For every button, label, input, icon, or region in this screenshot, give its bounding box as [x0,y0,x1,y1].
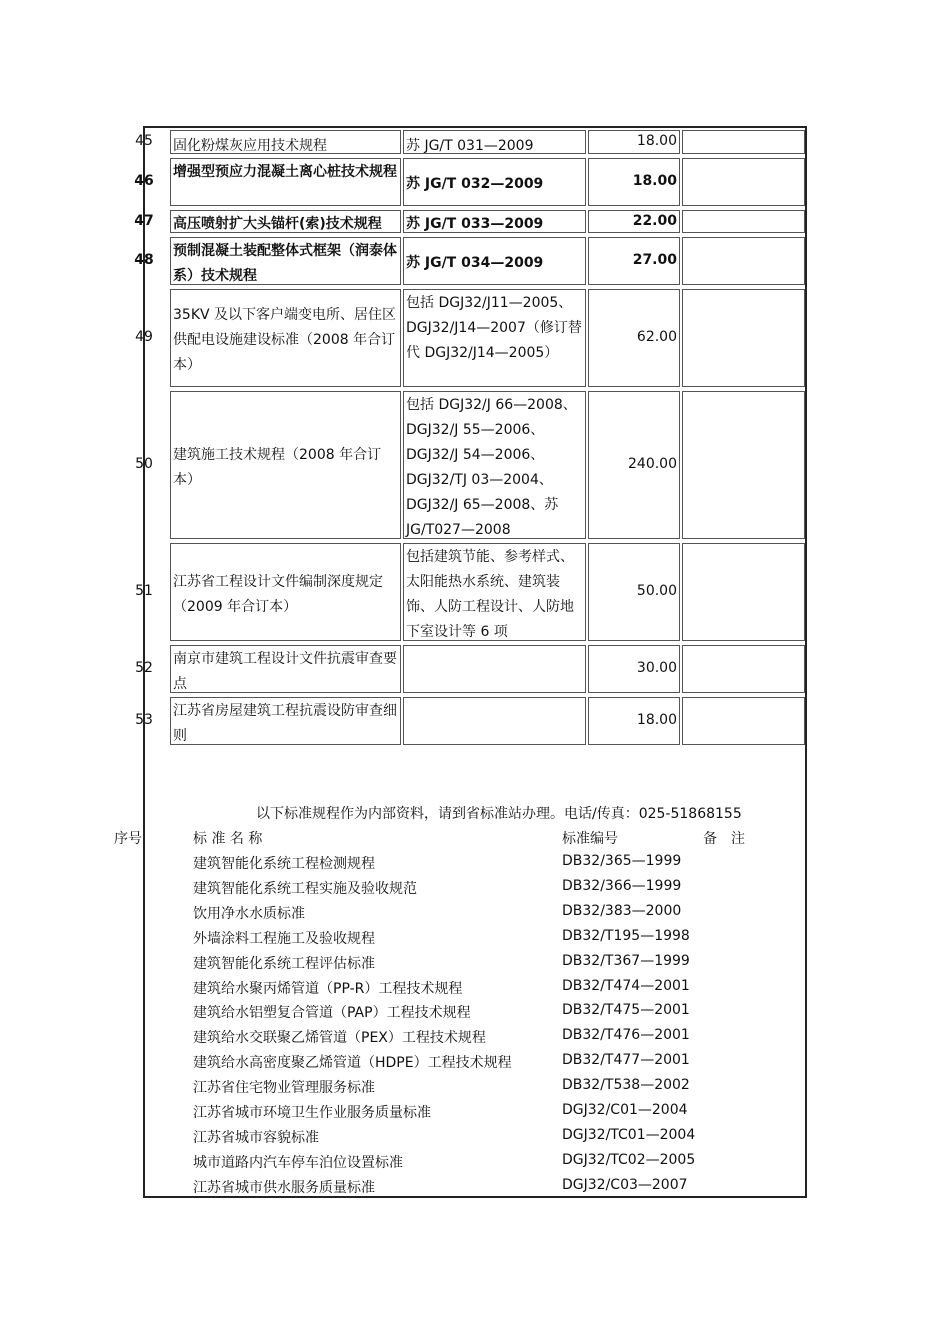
price-cell [588,391,680,539]
code-cell [403,697,586,745]
list-item-code: DGJ32/C01—2004 [562,1102,688,1118]
row-number: 49 [135,329,153,345]
list-item-code: DB32/T476—2001 [562,1027,690,1044]
code-cell [403,237,586,285]
list-item-code: DB32/366—1999 [562,877,682,894]
standard-name: 江苏省工程设计文件编制深度规定（2009 年合订本） [173,574,383,615]
price-value: 240.00 [628,456,677,472]
standard-name: 35KV 及以下客户端变电所、居住区供配电设施建设标准（2008 年合订本） [173,307,397,373]
price-cell [588,289,680,387]
price-value: 30.00 [636,660,677,676]
header-note: 备 注 [703,831,745,847]
code-cell [403,289,586,387]
name-cell [170,391,401,539]
table-row [134,235,807,287]
note-cell [682,697,805,745]
price-cell [588,130,680,154]
code-cell [403,210,586,233]
list-item-code: DB32/T538—2002 [562,1077,690,1094]
price-value: 27.00 [632,252,677,268]
header-seq: 序号 [114,831,142,847]
note-cell [682,158,805,206]
notice-text: 以下标准规程作为内部资料，请到省标准站办理。电话/传真：025-51868155 [256,806,742,822]
row-number: 53 [135,712,153,728]
price-cell [588,210,680,233]
standard-name: 固化粉煤灰应用技术规程 [173,138,327,154]
list-item-name: 建筑智能化系统工程检测规程 [193,856,375,872]
name-cell [170,543,401,641]
list-item-code: DGJ32/C03—2007 [562,1176,688,1193]
code-cell [403,543,586,641]
note-cell [682,391,805,539]
list-item-name: 建筑给水高密度聚乙烯管道（HDPE）工程技术规程 [193,1055,512,1072]
standard-code: 苏 JG/T 034—2009 [406,255,544,271]
note-cell [682,289,805,387]
standard-code: 包括 DGJ32/J 66—2008、DGJ32/J 55—2006、DGJ32/J 54—2006、DGJ32/TJ 03—2004、DGJ32/J 65—2008、苏 JG/T027—2008 [406,397,577,538]
row-number: 48 [134,252,154,268]
note-cell [682,130,805,154]
price-cell [588,158,680,206]
name-cell [170,210,401,233]
list-item-code: DB32/T474—2001 [562,977,690,994]
row-number: 47 [134,212,154,229]
standard-name: 建筑施工技术规程（2008 年合订本） [173,447,382,488]
price-cell [588,645,680,693]
note-cell [682,237,805,285]
list-item-code: DB32/383—2000 [562,902,682,919]
list-item-name: 饮用净水水质标准 [193,905,305,922]
code-cell [403,130,586,154]
header-name: 标 准 名 称 [193,831,263,847]
row-number: 45 [135,133,153,149]
name-cell [170,158,401,206]
list-item-name: 江苏省城市容貌标准 [193,1129,319,1146]
price-cell [588,237,680,285]
row-number: 46 [134,173,154,189]
price-cell [588,543,680,641]
code-cell [403,391,586,539]
row-number: 50 [135,456,153,472]
price-value: 18.00 [636,712,677,728]
standard-code: 苏 JG/T 031—2009 [406,138,534,154]
standard-code: 包括建筑节能、参考样式、太阳能热水系统、建筑装饰、人防工程设计、人防地下室设计等 6 项 [406,549,574,640]
list-item-code: DB32/T477—2001 [562,1052,690,1069]
name-cell [170,237,401,285]
list-item-name: 建筑智能化系统工程实施及验收规范 [193,880,417,897]
table-row [135,643,807,695]
row-number: 51 [135,583,153,599]
header-code: 标准编号 [562,831,618,847]
list-item-name: 江苏省城市供水服务质量标准 [193,1179,375,1196]
standard-name: 预制混凝土装配整体式框架（润泰体系）技术规程 [173,243,397,284]
list-item-code: DGJ32/TC02—2005 [562,1151,696,1168]
table-row [135,541,807,643]
name-cell [170,289,401,387]
list-item-name: 建筑给水铝塑复合管道（PAP）工程技术规程 [193,1005,471,1022]
table-row [135,287,807,389]
price-value: 62.00 [636,329,677,345]
price-value: 22.00 [632,212,677,229]
standard-code: 苏 JG/T 033—2009 [406,216,544,232]
standard-name: 增强型预应力混凝土离心桩技术规程 [173,164,397,180]
code-cell [403,158,586,206]
name-cell [170,645,401,693]
table-row [135,128,807,156]
table-row [134,208,807,235]
list-item-name: 建筑智能化系统工程评估标准 [193,955,375,972]
table-row [135,695,807,747]
standard-code: 包括 DGJ32/J11—2005、DGJ32/J14—2007（修订替代 DGJ32/J14—2005） [406,295,582,361]
note-cell [682,645,805,693]
price-value: 18.00 [636,133,677,149]
list-item-name: 江苏省城市环境卫生作业服务质量标准 [193,1105,431,1121]
list-item-code: DGJ32/TC01—2004 [562,1126,696,1143]
standard-name: 高压喷射扩大头锚杆(索)技术规程 [173,216,382,232]
row-number: 52 [135,660,153,676]
note-cell [682,543,805,641]
table-row [135,389,807,541]
price-cell [588,697,680,745]
note-cell [682,210,805,233]
standard-name: 江苏省房屋建筑工程抗震设防审查细则 [173,703,397,744]
price-value: 18.00 [632,173,677,189]
list-item-name: 建筑给水聚丙烯管道（PP-R）工程技术规程 [193,980,463,997]
list-item-name: 建筑给水交联聚乙烯管道（PEX）工程技术规程 [193,1030,486,1047]
price-value: 50.00 [636,583,677,599]
standard-code: 苏 JG/T 032—2009 [406,176,544,192]
name-cell [170,130,401,154]
name-cell [170,697,401,745]
list-item-code: DB32/T475—2001 [562,1002,690,1019]
list-item-code: DB32/365—1999 [562,853,682,869]
list-item-code: DB32/T367—1999 [562,952,690,969]
list-item-name: 城市道路内汽车停车泊位设置标准 [193,1154,403,1171]
standard-name: 南京市建筑工程设计文件抗震审查要点 [173,651,397,692]
list-item-code: DB32/T195—1998 [562,927,690,944]
list-item-name: 江苏省住宅物业管理服务标准 [193,1080,375,1097]
code-cell [403,645,586,693]
list-item-name: 外墙涂料工程施工及验收规程 [193,930,375,947]
table-row [134,156,807,208]
